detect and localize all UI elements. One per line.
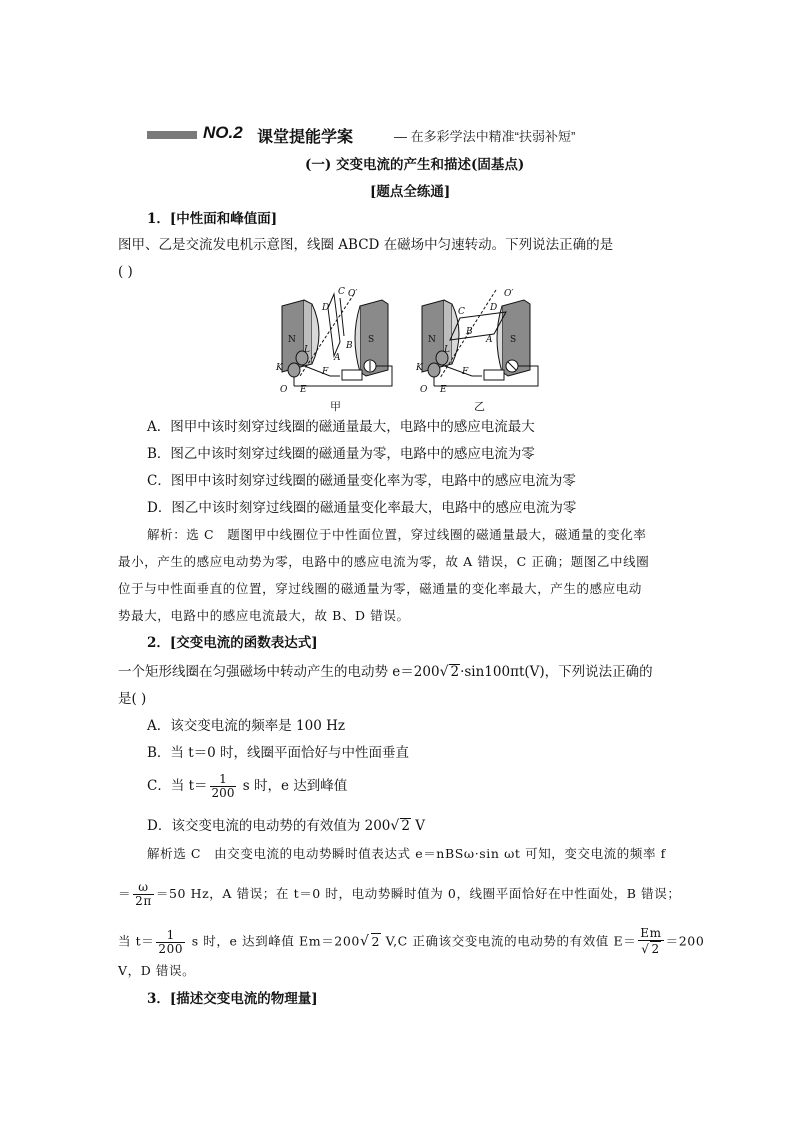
q1-solution-line: 最小，产生的感应电动势为零，电路中的感应电流为零，故 A 错误，C 正确；题图乙中线圈 xyxy=(118,554,650,569)
generator-figure-b xyxy=(410,286,545,414)
q2-solution-line: 解析选 C 由交变电流的电动势瞬时值表达式 e＝nBSω·sin ωt 可知，变交电流的频率 f xyxy=(147,846,666,861)
sqrt-symbol: √ xyxy=(390,818,400,834)
q2-option-b: B．当 t＝0 时，线圈平面恰好与中性面垂直 xyxy=(147,745,410,761)
q1-label: 1．[中性面和峰值面] xyxy=(147,211,278,227)
figure-letter-F: F xyxy=(322,367,329,377)
figure-label-a: 甲 xyxy=(330,400,341,413)
fraction-denominator: 200 xyxy=(211,786,235,800)
figure-b-letter-C: C xyxy=(458,307,465,317)
figure-b-letter-B: B xyxy=(466,327,473,337)
q2-stem-radicand: 2 xyxy=(450,664,460,680)
q2-solution-line xyxy=(118,881,680,908)
q1-solution-line: 位于与中性面垂直的位置，穿过线圈的磁通量为零，磁通量的变化率最大，产生的感应电动 xyxy=(118,581,643,596)
radicand: 2 xyxy=(371,933,381,949)
subsection-title: [题点全练通] xyxy=(370,184,451,200)
section-title: (一) 交变电流的产生和描述(固基点) xyxy=(305,157,525,173)
header-number: NO.2 xyxy=(203,123,243,142)
figure-b-letter-N: N xyxy=(428,335,436,345)
q2-stem xyxy=(118,663,653,681)
figure-b-letter-O-prime: O′ xyxy=(504,289,514,299)
header-title: 课堂提能学案 xyxy=(257,129,354,146)
fraction xyxy=(210,773,237,800)
figure-b-letter-K: K xyxy=(416,363,423,373)
figure-letter-N: N xyxy=(288,335,296,345)
q2-option-d-radicand: 2 xyxy=(401,818,410,834)
sqrt-symbol: √ xyxy=(359,933,370,950)
q1-stem: 图甲、乙是交流发电机示意图，线圈 ABCD 在磁场中匀速转动。下列说法正确的是 xyxy=(118,237,614,253)
q2-option-d xyxy=(147,817,425,835)
figure-label-b: 乙 xyxy=(474,400,485,413)
radicand: 2 xyxy=(651,942,660,956)
q2-stem-bracket: 是( ) xyxy=(118,691,147,707)
fraction-numerator: ω xyxy=(133,881,154,895)
figure-letter-O: O xyxy=(280,385,288,395)
fraction-numerator: Em xyxy=(640,926,662,940)
figure-b-letter-E: E xyxy=(440,385,447,395)
fraction xyxy=(156,929,185,956)
figure-b-letter-F: F xyxy=(462,367,469,377)
header-subtitle: — 在多彩学法中精准“扶弱补短” xyxy=(394,129,576,144)
q2-solution-line: V，D 错误。 xyxy=(118,963,196,978)
q2-option-c-text-end: s 时，e 达到峰值 xyxy=(238,778,348,794)
q1-option-d: D．图乙中该时刻穿过线圈的磁通量变化率最大，电路中的感应电流为零 xyxy=(147,500,577,516)
solution-text: ＝50 Hz，A 错误；在 t＝0 时，电动势瞬时值为 0，线圈平面恰好在中性面处，B 错误； xyxy=(155,886,681,901)
q1-solution-line: 解析：选 C 题图甲中线圈位于中性面位置，穿过线圈的磁通量最大，磁通量的变化率 xyxy=(147,527,647,542)
fraction xyxy=(133,881,154,908)
figure-b-letter-D: D xyxy=(490,303,498,313)
sqrt-symbol: √ xyxy=(439,664,449,680)
fraction-numerator: 1 xyxy=(210,773,237,787)
figure-letter-L: L xyxy=(304,345,310,355)
solution-text: 当 t＝ xyxy=(118,933,155,949)
fraction-numerator: 1 xyxy=(156,929,185,943)
figure-b-letter-A: A xyxy=(486,335,493,345)
q2-stem-text-end: ·sin100πt(V)，下列说法正确的 xyxy=(460,664,653,680)
q1-option-a: A．图甲中该时刻穿过线圈的磁通量最大，电路中的感应电流最大 xyxy=(147,419,535,435)
solution-text: ＝ xyxy=(118,886,132,901)
figure-letter-O-prime: O′ xyxy=(348,289,358,299)
q3-label: 3．[描述交变电流的物理量] xyxy=(147,991,318,1007)
q2-label: 2．[交变电流的函数表达式] xyxy=(147,635,318,651)
q1-solution-line: 势最大，电路中的感应电流最大，故 B、D 错误。 xyxy=(118,608,410,623)
solution-text: V,C 正确该交变电流的电动势的有效值 E＝ xyxy=(381,933,637,949)
figure-letter-K: K xyxy=(276,363,283,373)
figure-letter-S: S xyxy=(368,335,375,345)
q2-solution-line xyxy=(118,927,704,957)
figure-b-letter-O: O xyxy=(420,385,428,395)
q1-stem-bracket: ( ) xyxy=(118,264,133,280)
figure-b-letter-S: S xyxy=(510,335,517,345)
figure-letter-B: B xyxy=(346,341,353,351)
fraction xyxy=(638,927,663,957)
q2-stem-text: 一个矩形线圈在匀强磁场中转动产生的电动势 e＝200 xyxy=(118,664,440,680)
header-bar xyxy=(147,131,197,139)
q1-option-c: C．图甲中该时刻穿过线圈的磁通量变化率为零，电路中的感应电流为零 xyxy=(147,473,576,489)
solution-text: s 时，e 达到峰值 Em＝200 xyxy=(187,933,360,949)
q2-option-c-text: C．当 t＝ xyxy=(147,778,208,794)
figure-letter-E: E xyxy=(300,385,307,395)
q2-option-d-unit: V xyxy=(410,818,425,834)
q1-option-b: B．图乙中该时刻穿过线圈的磁通量为零，电路中的感应电流为零 xyxy=(147,446,535,462)
figure-letter-A: A xyxy=(334,353,341,363)
q2-option-a: A．该交变电流的频率是 100 Hz xyxy=(147,718,345,734)
figure-letter-D: D xyxy=(322,303,330,313)
fraction-denominator: √ 2 xyxy=(641,942,660,956)
q2-option-c xyxy=(147,773,347,800)
solution-text: ＝200 xyxy=(665,933,705,949)
figure-b-letter-L: L xyxy=(444,345,450,355)
q2-option-d-text: D．该交变电流的电动势的有效值为 200 xyxy=(147,818,391,834)
generator-figure-a xyxy=(270,286,400,414)
figure-letter-C: C xyxy=(338,287,345,297)
fraction-denominator: 200 xyxy=(158,941,184,956)
fraction-denominator: 2π xyxy=(135,894,152,908)
